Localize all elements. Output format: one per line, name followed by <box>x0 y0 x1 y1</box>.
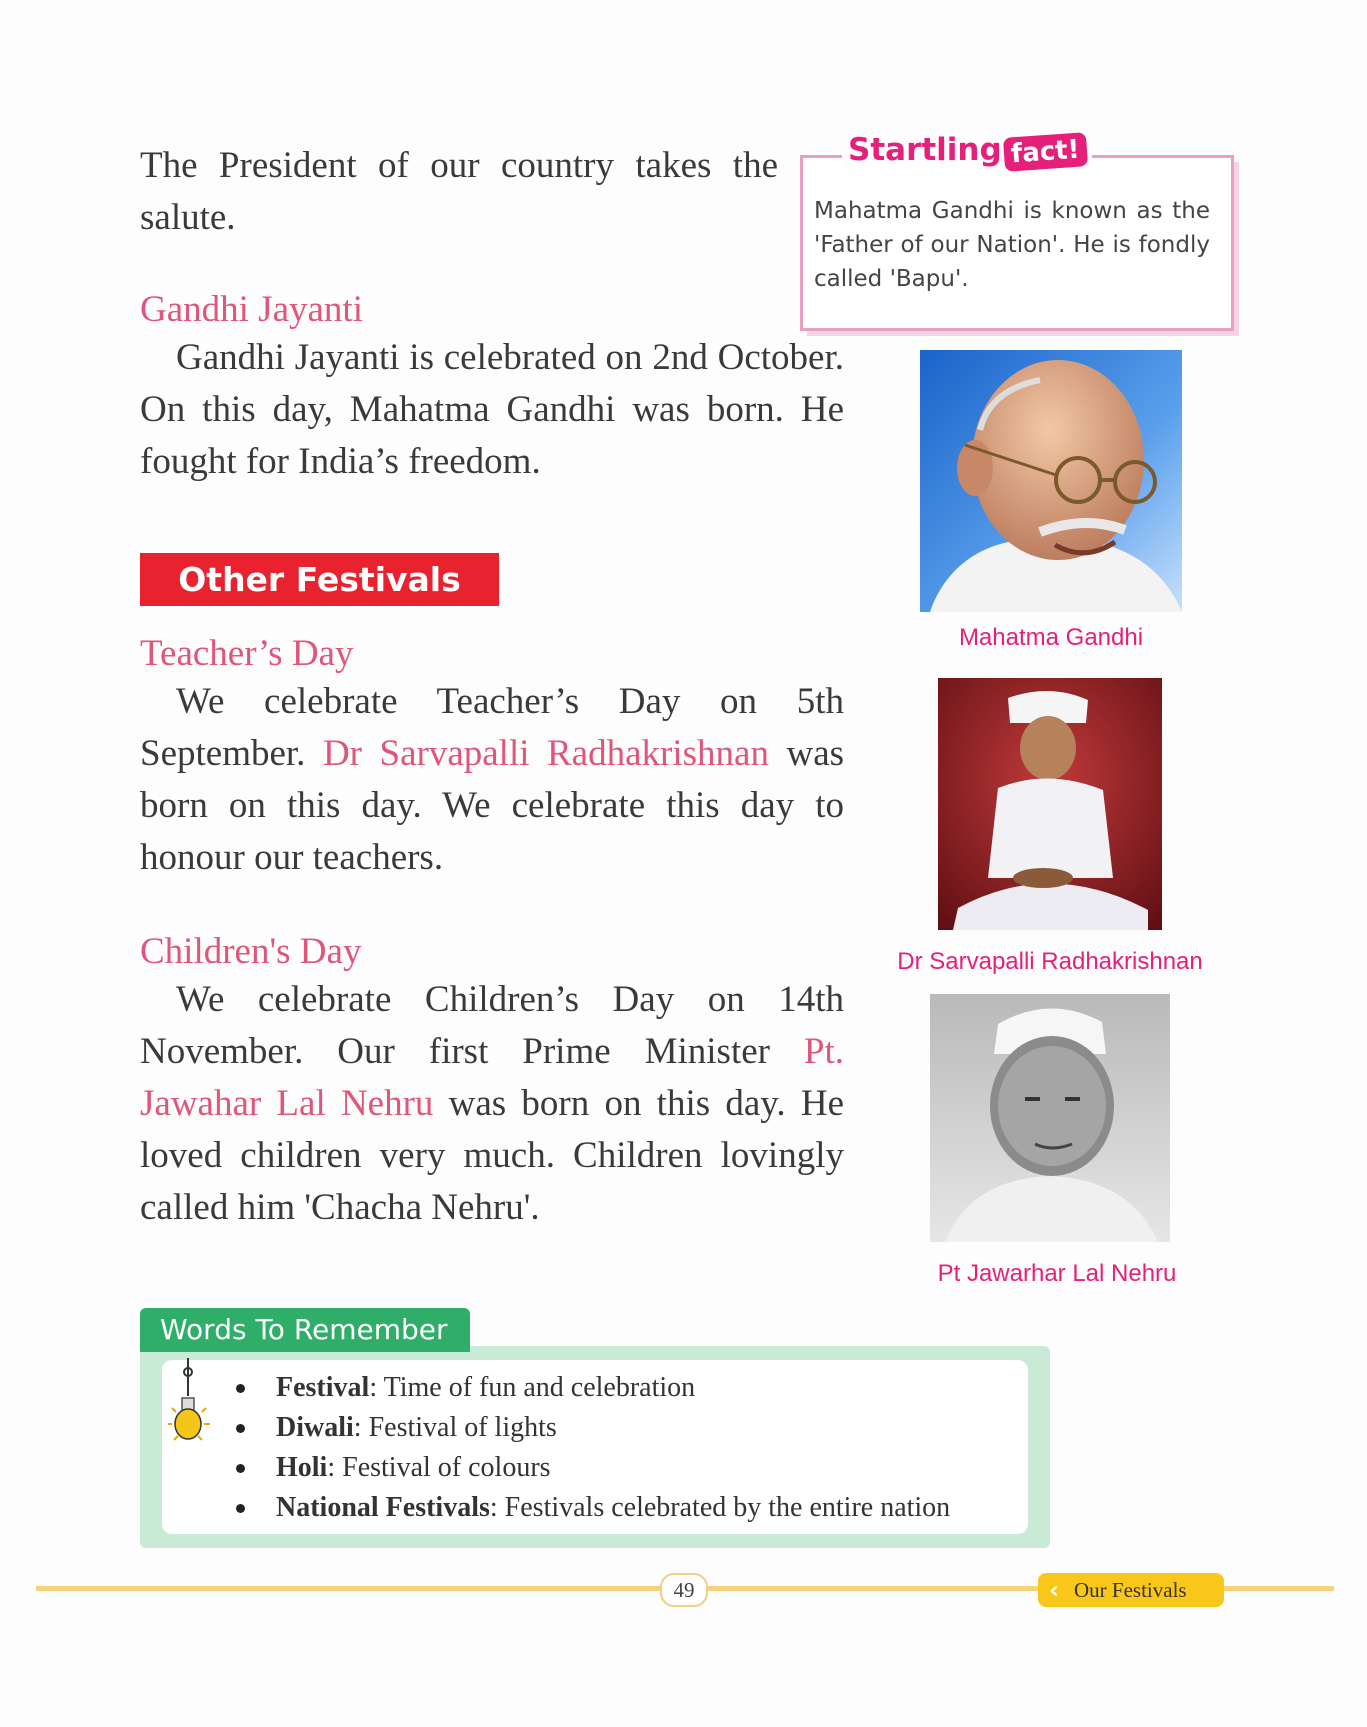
radhakrishnan-portrait <box>938 678 1162 930</box>
page-number: 49 <box>660 1573 708 1607</box>
definition: Festival of lights <box>368 1412 557 1443</box>
radhakrishnan-highlight: Dr Sarvapalli Radhakrishnan <box>322 733 769 774</box>
childrens-day-heading: Children's Day <box>140 931 362 972</box>
gandhi-jayanti-paragraph: Gandhi Jayanti is celebrated on 2nd October. On this day, Mahatma Gandhi was born. He fought for India’s freedom. <box>140 337 844 482</box>
childrens-day-text-before: We celebrate Children’s Day on 14th November. Our first Prime Minister <box>140 979 844 1072</box>
words-to-remember-title: Words To Remember <box>140 1308 470 1352</box>
term: Festival <box>276 1372 370 1403</box>
definition: Festivals celebrated by the entire nation <box>504 1492 951 1523</box>
words-to-remember-list <box>230 1368 950 1528</box>
gandhi-jayanti-heading: Gandhi Jayanti <box>140 289 363 330</box>
radhakrishnan-caption: Dr Sarvapalli Radhakrishnan <box>897 948 1203 975</box>
gandhi-caption: Mahatma Gandhi <box>958 624 1144 651</box>
list-item: National Festivals: Festivals celebrated by the entire nation <box>230 1488 950 1528</box>
fact-speech-bubble-icon: fact! <box>1003 132 1088 172</box>
startling-fact-text: Mahatma Gandhi is known as the 'Father of our Nation'. He is fondly called 'Bapu'. <box>814 198 1210 292</box>
startling-word: Startling <box>848 132 1002 168</box>
chapter-title: Our Festivals <box>1074 1578 1187 1602</box>
term: National Festivals <box>276 1492 490 1523</box>
teachers-day-text-after: was born on this day. We celebrate this day to honour our teachers. <box>140 733 845 878</box>
term: Diwali <box>276 1412 354 1443</box>
definition: Festival of colours <box>342 1452 551 1483</box>
definition: Time of fun and celebration <box>383 1372 696 1403</box>
mahatma-gandhi-portrait <box>920 350 1182 612</box>
chevron-left-icon: ‹ <box>1049 1576 1059 1604</box>
teachers-day-paragraph <box>140 676 844 884</box>
nehru-highlight: Pt. Jawahar Lal Nehru <box>140 1031 844 1124</box>
term: Holi <box>276 1452 328 1483</box>
startling-fact-title <box>842 132 1092 169</box>
list-item: Festival: Time of fun and celebration <box>230 1368 950 1408</box>
list-item: Diwali: Festival of lights <box>230 1408 950 1448</box>
list-item: Holi: Festival of colours <box>230 1448 950 1488</box>
teachers-day-heading: Teacher’s Day <box>140 633 354 674</box>
intro-paragraph: The President of our country takes the salute. <box>140 145 778 238</box>
teachers-day-text-before: We celebrate Teacher’s Day on 5th September. <box>140 681 844 774</box>
childrens-day-text-after: was born on this day. He loved children very much. Children lovingly called him 'Chacha Nehru'. <box>140 1083 844 1228</box>
other-festivals-banner: Other Festivals <box>140 553 499 606</box>
nehru-caption: Pt Jawarhar Lal Nehru <box>937 1260 1177 1287</box>
chapter-tab <box>1038 1573 1224 1607</box>
nehru-portrait <box>930 994 1170 1242</box>
childrens-day-paragraph <box>140 974 844 1234</box>
lightbulb-icon <box>166 1358 214 1458</box>
